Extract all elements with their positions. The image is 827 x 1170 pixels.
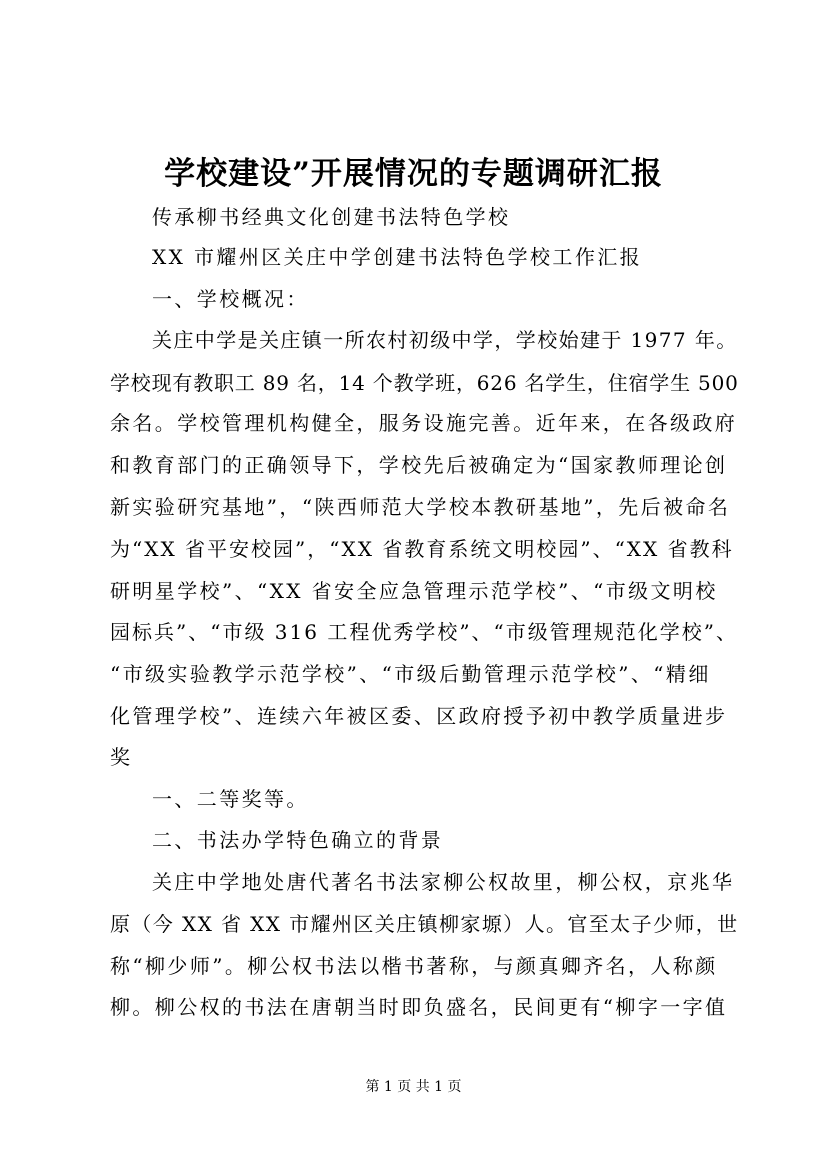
- paragraph-line: 新实验研究基地”，“陕西师范大学校本教研基地”，先后被命名: [110, 495, 731, 519]
- paragraph-line: 柳。柳公权的书法在唐朝当时即负盛名，民间更有“柳字一字值: [110, 995, 728, 1019]
- paragraph-line: 为“XX 省平安校园”，“XX 省教育系统文明校园”、“XX 省教科: [110, 537, 734, 561]
- paragraph-line: 关庄中学地处唐代著名书法家柳公权故里，柳公权，京兆华: [152, 870, 735, 894]
- report-heading: XX 市耀州区关庄中学创建书法特色学校工作汇报: [152, 245, 643, 269]
- subtitle-line: 传承柳书经典文化创建书法特色学校: [152, 205, 511, 229]
- paragraph-line: 园标兵”、“市级 316 工程优秀学校”、“市级管理规范化学校”、: [110, 620, 739, 644]
- page-number-footer: 第 1 页 共 1 页: [365, 1079, 462, 1095]
- paragraph-line: 化管理学校”、连续六年被区委、区政府授予初中教学质量进步: [110, 704, 728, 728]
- paragraph-line: 学校现有教职工 89 名，14 个教学班，626 名学生，住宿学生 500: [110, 371, 739, 395]
- document-title: 学校建设”开展情况的专题调研汇报: [164, 156, 663, 192]
- paragraph-line: 原（今 XX 省 XX 市耀州区关庄镇柳家塬）人。官至太子少师，世: [110, 912, 739, 936]
- paragraph-line: 关庄中学是关庄镇一所农村初级中学，学校始建于 1977 年。: [152, 328, 738, 352]
- section-heading-overview: 一、学校概况：: [152, 287, 309, 311]
- paragraph-line: 一、二等奖等。: [152, 787, 309, 811]
- paragraph-line: 研明星学校”、“XX 省安全应急管理示范学校”、“市级文明校: [110, 579, 718, 603]
- paragraph-line: 余名。学校管理机构健全，服务设施完善。近年来，在各级政府: [110, 411, 738, 435]
- paragraph-line: 称“柳少师”。柳公权书法以楷书著称，与颜真卿齐名，人称颜: [110, 954, 718, 978]
- paragraph-line: “市级实验教学示范学校”、“市级后勤管理示范学校”、“精细: [110, 662, 711, 686]
- paragraph-line: 和教育部门的正确领导下，学校先后被确定为“国家教师理论创: [110, 453, 728, 477]
- paragraph-line: 奖: [110, 745, 133, 769]
- section-heading-background: 二、书法办学特色确立的背景: [152, 828, 444, 852]
